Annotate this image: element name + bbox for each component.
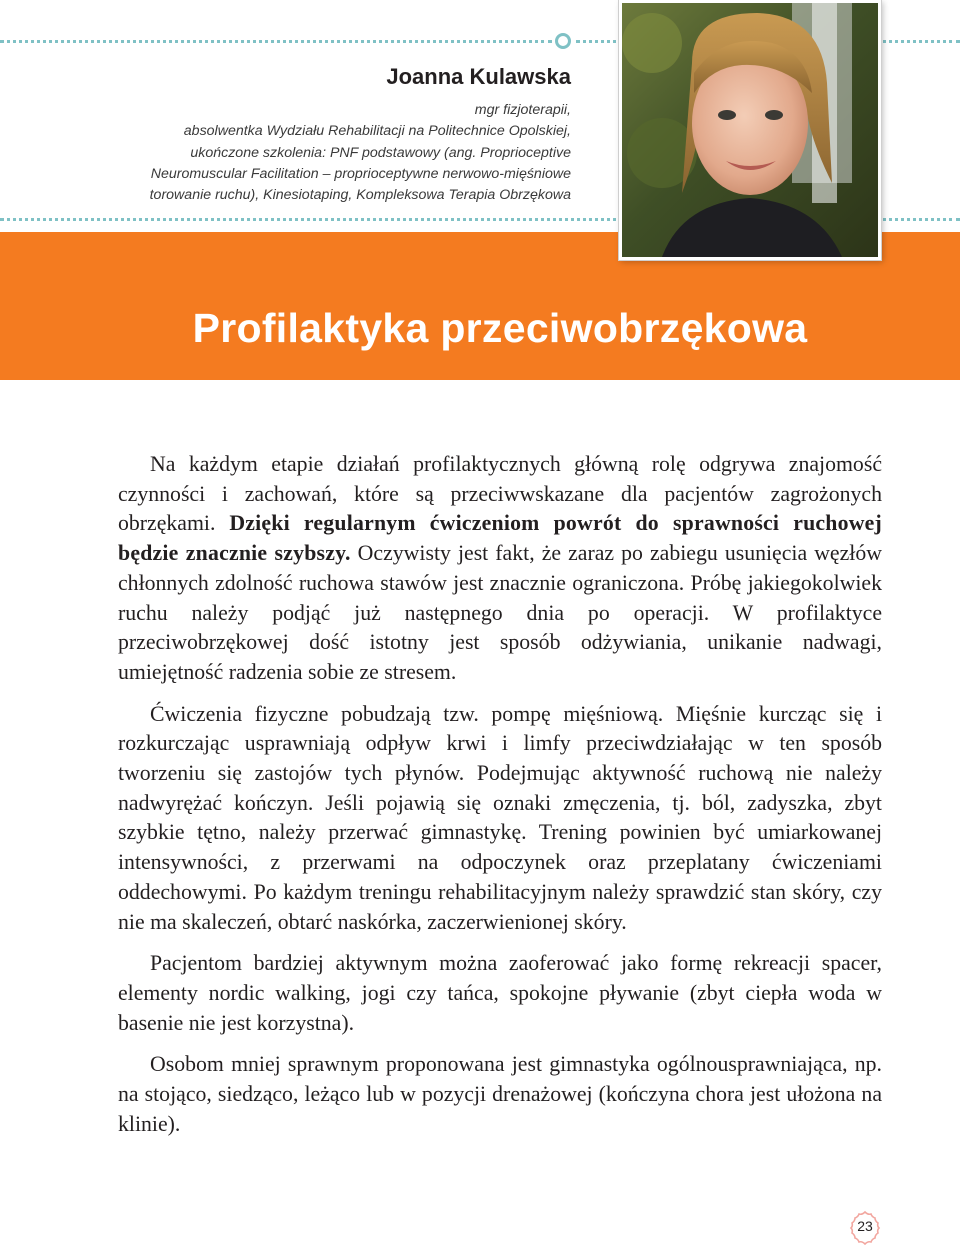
author-name: Joanna Kulawska xyxy=(386,64,571,89)
page-number: 23 xyxy=(857,1218,873,1234)
author-photo xyxy=(619,0,881,260)
bold-emphasis: Dzięki regularnym ćwiczeniom powrót do sprawności ruchowej będzie znacznie szybszy. xyxy=(118,511,882,566)
author-bio-line: ukończone szkolenia: PNF podstawowy (ang. Proprioceptive xyxy=(190,144,571,161)
author-bio-line: torowanie ruchu), Kinesiotaping, Kompleksowa Terapia Obrzękowa xyxy=(149,187,571,204)
paragraph-2: Ćwiczenia fizyczne pobudzają tzw. pompę mięśniową. Mięśnie kurcząc się i rozkurczając usprawniają odpływ krwi i limfy przeciwdziałając w ten sposób tworzeniu się zastojów tych płynów. Podejmując aktywność ruchową nie należy nadwyrężać kończyn. Jeśli pojawią się oznaki zmęczenia, tj. ból, zadyszka, zbyt szybkie tętno, należy przerwać gimnastykę. Trening powinien być umiarkowanej intensywności, z przerwami na odpoczynek oraz przeplatany ćwiczeniami oddechowymi. Po każdym treningu rehabilitacyjnym należy sprawdzić stan skóry, czy nie ma skaleczeń, obtarć naskórka, zaczerwienionej skóry. xyxy=(118,701,882,934)
paragraph-text: Na każdym etapie działań profilaktycznych główną rolę odgrywa znajomość czynności i zachowań, które są przeciwwskazane dla pacjentów zagrożonych obrzękami. xyxy=(118,452,882,536)
article-body xyxy=(118,450,882,1151)
author-bio-line: Neuromuscular Facilitation – proprioceptywne nerwowo-mięśniowe xyxy=(150,165,571,182)
paragraph-1 xyxy=(118,450,882,688)
author-bio-line: absolwentka Wydziału Rehabilitacji na Politechnice Opolskiej, xyxy=(183,123,571,140)
author-bio-line: mgr fizjoterapii, xyxy=(474,102,571,118)
author-bio xyxy=(100,100,571,206)
paragraph-4: Osobom mniej sprawnym proponowana jest gimnastyka ogólnousprawniająca, np. na stojąco, siedząco, leżąco lub w pozycji drenażowej (kończyna chora jest ułożona na klinie). xyxy=(118,1052,882,1136)
ring-icon xyxy=(555,33,571,49)
paragraph-text: Oczywisty jest fakt, że zaraz po zabiegu usunięcia węzłów chłonnych zdolność ruchowa stawów jest znacznie ograniczona. Próbę jakiegokolwiek ruchu należy podjąć już następnego dnia po operacji. W profilaktyce przeciwobrzękowej dość istotny jest sposób odżywiania, unikanie nadwagi, umiejętność radzenia sobie ze stresem. xyxy=(118,541,882,684)
section-title: Profilaktyka przeciwobrzękowa xyxy=(192,305,808,351)
header-dotted-line xyxy=(0,40,552,43)
paragraph-3: Pacjentom bardziej aktywnym można zaoferować jako formę rekreacji spacer, elementy nordic walking, jogi czy tańca, spokojne pływanie (zbyt ciepła woda w basenie nie jest korzystna). xyxy=(118,951,882,1035)
author-portrait-image xyxy=(622,3,878,257)
